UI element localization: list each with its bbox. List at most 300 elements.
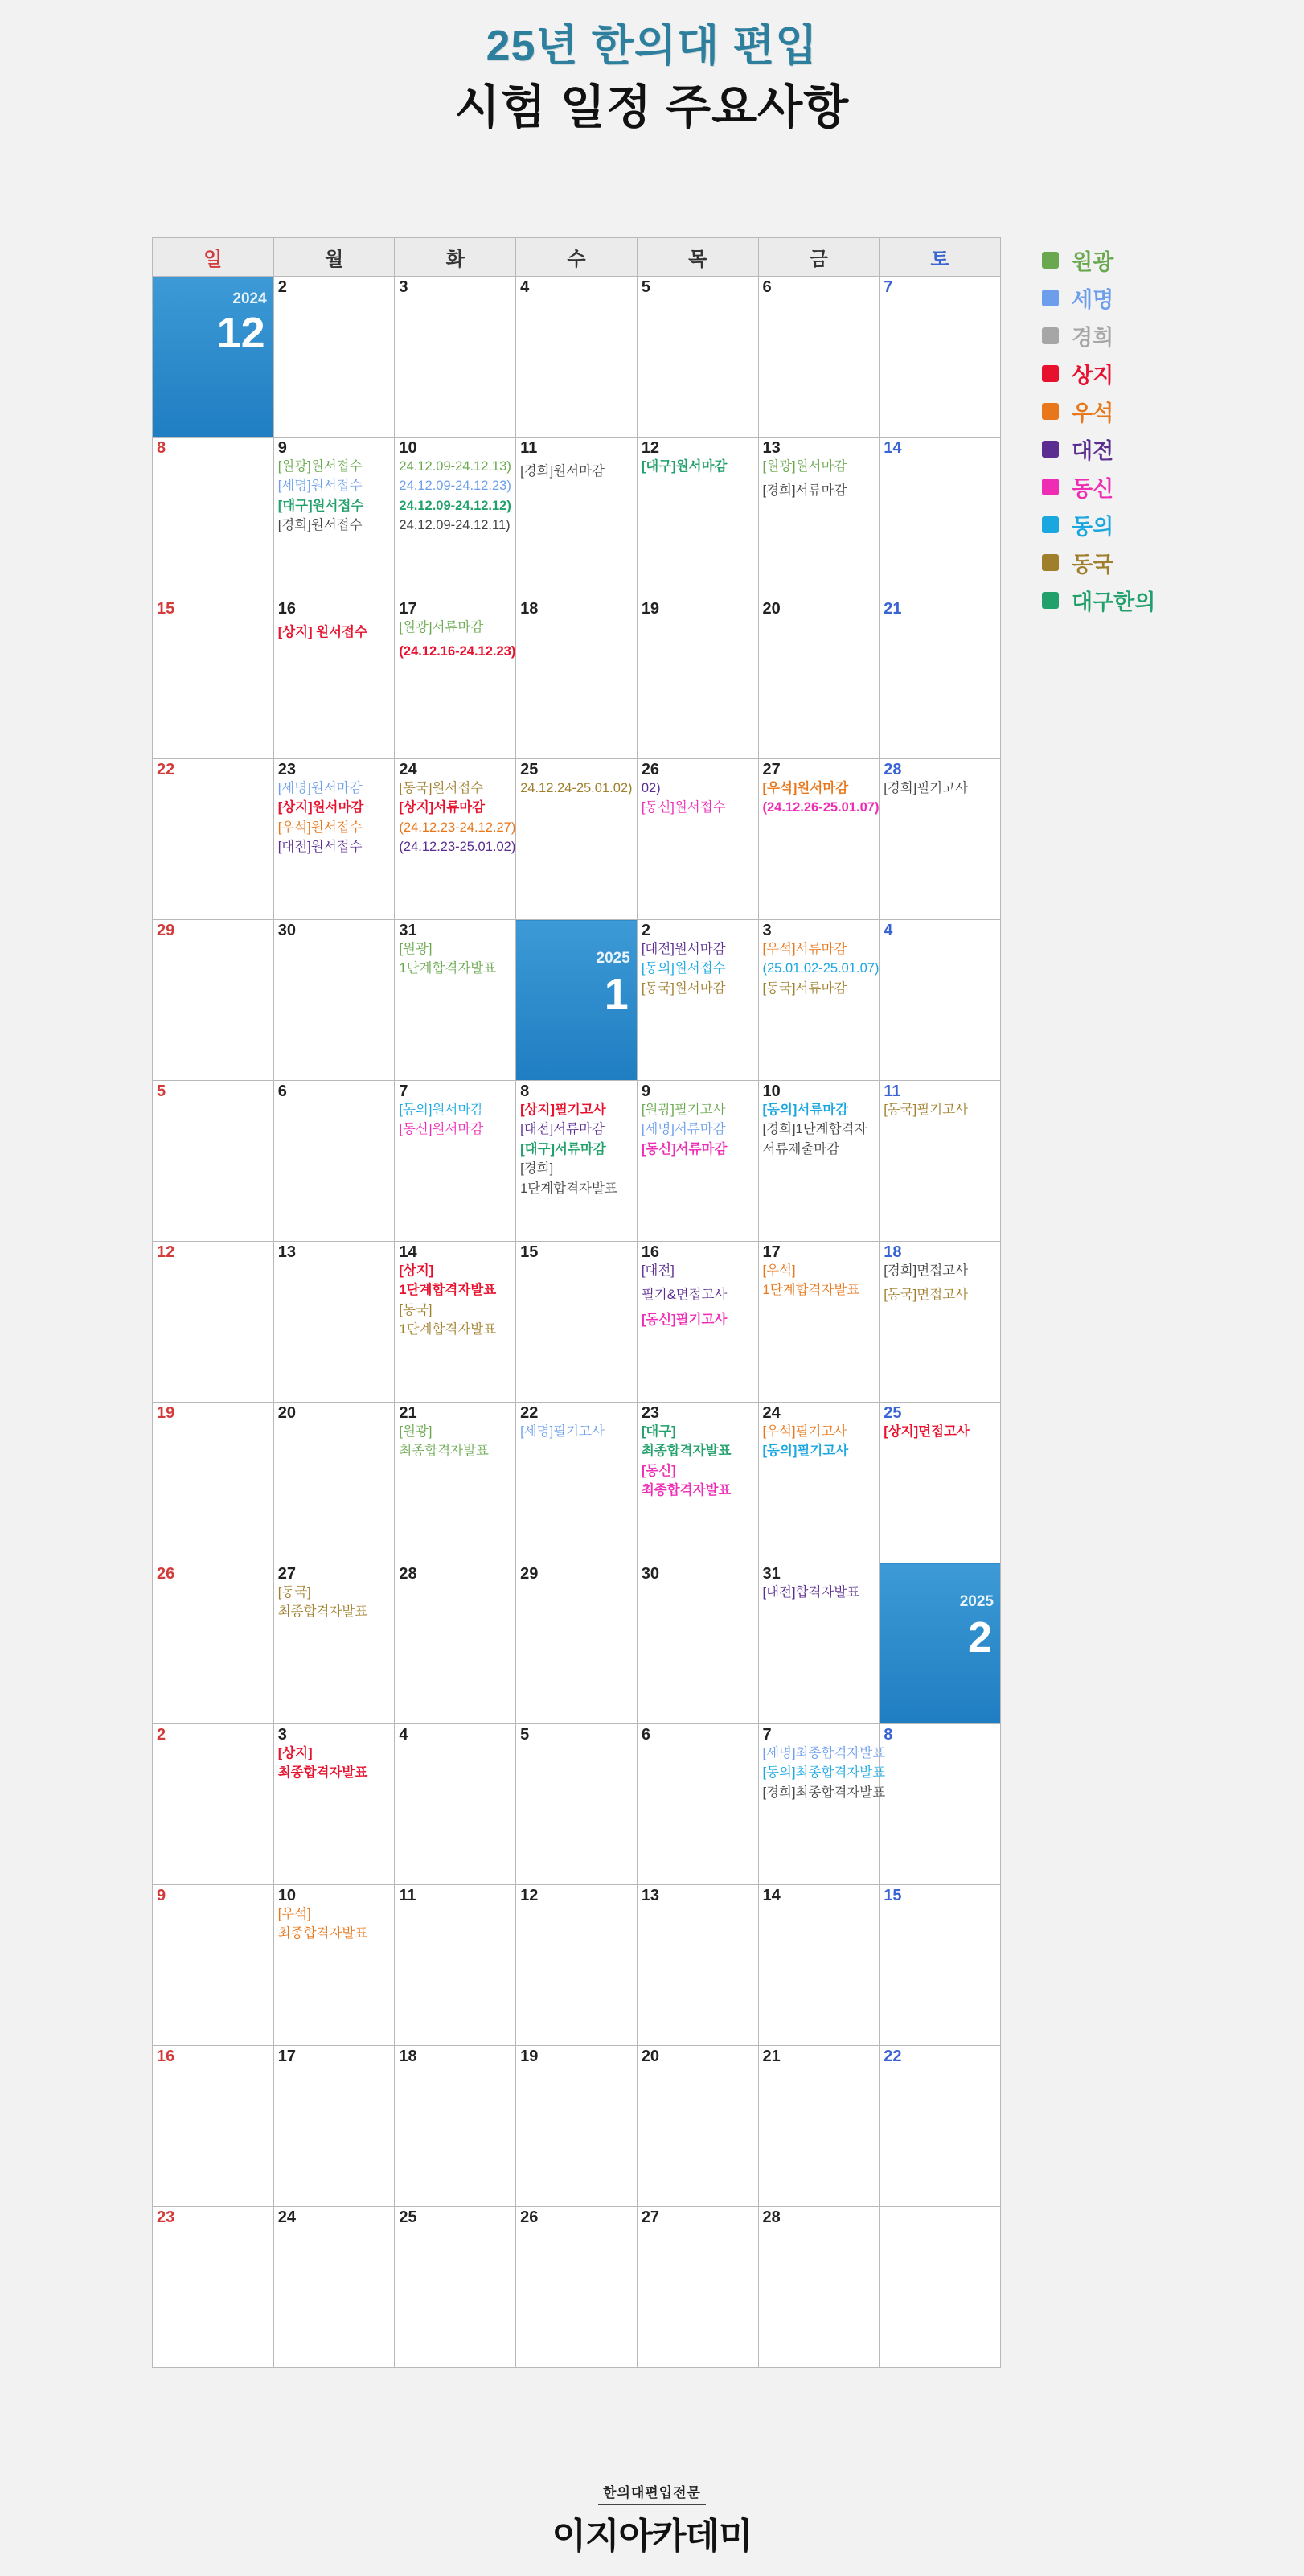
calendar-weekday-header	[153, 238, 1001, 277]
month-badge-number: 12	[216, 309, 265, 357]
day-number: 10	[762, 1083, 781, 1100]
calendar-day-cell[interactable]	[153, 1724, 274, 1885]
calendar-day-cell[interactable]	[153, 1242, 274, 1403]
day-number: 18	[399, 2048, 417, 2065]
month-badge-number: 2	[967, 1613, 992, 1662]
day-number: 15	[520, 1243, 539, 1261]
day-number: 14	[762, 1887, 781, 1904]
day-number: 19	[520, 2048, 539, 2065]
calendar-week-row	[153, 1403, 1001, 1563]
weekday-header-수: 수	[516, 238, 638, 277]
calendar-day-cell[interactable]	[153, 1563, 274, 1724]
day-event: [대구]원서접수	[277, 498, 364, 513]
legend-label: 대전	[1072, 439, 1114, 463]
calendar-day-cell[interactable]	[758, 920, 880, 1081]
day-number: 22	[884, 2048, 902, 2065]
calendar-day-cell[interactable]	[153, 438, 274, 598]
day-number: 21	[884, 600, 902, 618]
day-event: [동국]필기고사	[884, 1103, 969, 1117]
day-event: [상지] 원서접수	[277, 625, 367, 639]
day-number: 21	[762, 2048, 781, 2065]
day-number: 23	[157, 2208, 175, 2226]
calendar-day-cell[interactable]	[273, 1885, 395, 2046]
day-number: 29	[520, 1565, 539, 1583]
legend-color-swatch	[1042, 327, 1059, 344]
calendar-day-cell[interactable]	[637, 1885, 758, 2046]
legend-item-동국	[1042, 544, 1243, 581]
day-number: 28	[884, 761, 902, 779]
day-event: 최종합격자발표	[277, 1604, 368, 1620]
day-event: [원광]	[399, 942, 433, 956]
day-number: 18	[520, 600, 539, 618]
day-number: 3	[762, 922, 772, 939]
day-number: 3	[277, 1726, 287, 1744]
calendar-week-row	[153, 920, 1001, 1081]
day-number: 28	[762, 2208, 781, 2226]
legend-color-swatch	[1042, 252, 1059, 269]
day-number: 13	[762, 439, 781, 457]
day-number: 10	[399, 439, 417, 457]
calendar-day-cell[interactable]	[153, 1081, 274, 1242]
day-event: [동국]서류마감	[762, 980, 847, 996]
weekday-header-화: 화	[395, 238, 516, 277]
day-event: (24.12.26-25.01.07)	[762, 800, 880, 816]
calendar-body	[153, 277, 1001, 2368]
day-event: 1단계합격자발표	[399, 1322, 497, 1337]
legend-item-경희	[1042, 317, 1243, 355]
day-number: 3	[399, 278, 408, 296]
calendar-day-cell[interactable]	[637, 1242, 758, 1403]
day-event: 24.12.09-24.12.23)	[399, 479, 511, 494]
day-event: [동의]필기고사	[762, 1444, 849, 1459]
calendar-day-cell[interactable]	[516, 277, 638, 438]
calendar-day-cell[interactable]	[153, 2207, 274, 2368]
calendar-day-cell[interactable]	[273, 598, 395, 759]
calendar-day-cell[interactable]	[273, 1403, 395, 1563]
day-number: 11	[884, 1083, 901, 1100]
calendar-day-cell[interactable]	[637, 1563, 758, 1724]
day-event: 24.12.24-25.01.02)	[520, 781, 633, 795]
footer-logo	[0, 2481, 1304, 2558]
day-event: 최종합격자발표	[641, 1483, 732, 1498]
day-event: [우석]	[762, 1263, 796, 1278]
day-event: 24.12.09-24.12.13)	[399, 459, 511, 474]
calendar-day-cell[interactable]	[273, 920, 395, 1081]
calendar-week-row	[153, 438, 1001, 598]
day-number: 25	[399, 2208, 417, 2226]
day-number: 2	[641, 922, 650, 939]
day-number: 12	[520, 1887, 539, 1904]
calendar-week-row	[153, 1724, 1001, 1885]
calendar-day-cell[interactable]	[395, 1724, 516, 1885]
legend-color-swatch	[1042, 516, 1059, 533]
day-number: 6	[277, 1083, 287, 1100]
day-event: [동의]최종합격자발표	[762, 1765, 886, 1781]
calendar-day-cell[interactable]	[395, 2207, 516, 2368]
day-number: 26	[641, 761, 660, 779]
day-number: 4	[520, 278, 530, 296]
day-number: 13	[277, 1243, 296, 1261]
month-badge-year: 2025	[959, 1593, 994, 1610]
legend-item-동신	[1042, 468, 1243, 506]
legend-label: 원광	[1072, 250, 1114, 274]
day-number: 23	[277, 761, 296, 779]
day-number: 6	[762, 278, 772, 296]
calendar-day-cell[interactable]	[516, 1563, 638, 1724]
calendar-day-cell[interactable]	[516, 1403, 638, 1563]
day-event: [동국]원서마감	[641, 980, 726, 996]
calendar-day-cell[interactable]	[880, 1081, 1001, 1242]
day-number: 18	[884, 1243, 902, 1261]
footer-subtitle: 한의대편입전문	[598, 2481, 706, 2505]
calendar-day-cell[interactable]	[395, 1403, 516, 1563]
day-number: 9	[277, 439, 287, 457]
day-number: 22	[157, 761, 175, 779]
calendar-day-cell[interactable]	[395, 920, 516, 1081]
day-number: 23	[641, 1404, 660, 1422]
day-event: [세명]최종합격자발표	[762, 1746, 886, 1760]
calendar-day-cell[interactable]	[395, 438, 516, 598]
calendar-day-cell[interactable]	[395, 759, 516, 920]
legend-color-swatch	[1042, 554, 1059, 571]
day-event: 24.12.09-24.12.11)	[399, 518, 511, 533]
calendar-day-cell[interactable]	[153, 920, 274, 1081]
calendar-day-cell[interactable]	[758, 1081, 880, 1242]
day-number: 4	[884, 922, 893, 939]
day-number: 5	[157, 1083, 166, 1100]
month-badge-cell[interactable]	[516, 920, 638, 1081]
day-number: 30	[641, 1565, 660, 1583]
month-badge-cell[interactable]	[880, 1563, 1001, 1724]
day-number: 16	[641, 1243, 660, 1261]
legend-color-swatch	[1042, 403, 1059, 420]
day-number: 24	[762, 1404, 781, 1422]
day-number: 13	[641, 1887, 660, 1904]
day-event: [경희]서류마감	[762, 483, 847, 499]
day-event: 1단계합격자발표	[520, 1181, 617, 1196]
day-event: (24.12.23-24.12.27)	[399, 820, 516, 835]
weekday-header-월: 월	[273, 238, 395, 277]
calendar-week-row	[153, 1885, 1001, 2046]
day-event: [세명]필기고사	[520, 1424, 605, 1439]
day-number: 14	[399, 1243, 417, 1261]
day-event: 1단계합격자발표	[762, 1283, 860, 1298]
day-event: 필기&면접고사	[641, 1288, 728, 1303]
calendar-week-row	[153, 1081, 1001, 1242]
calendar-day-cell[interactable]	[516, 2207, 638, 2368]
month-badge-year: 2025	[596, 950, 630, 967]
day-number: 2	[157, 1726, 166, 1744]
month-badge-cell[interactable]	[153, 277, 274, 438]
calendar-day-cell[interactable]	[880, 1242, 1001, 1403]
day-event: [상지]면접고사	[884, 1424, 970, 1439]
day-event: [동신]서류마감	[641, 1141, 728, 1157]
calendar-day-cell[interactable]	[880, 1403, 1001, 1563]
calendar-day-cell[interactable]	[516, 1885, 638, 2046]
day-number: 27	[277, 1565, 296, 1583]
day-event: [대전]서류마감	[520, 1122, 605, 1137]
day-event: 최종합격자발표	[277, 1926, 368, 1941]
calendar-week-row	[153, 1242, 1001, 1403]
day-number: 26	[520, 2208, 539, 2226]
day-number: 25	[884, 1404, 902, 1422]
calendar-day-cell[interactable]	[153, 759, 274, 920]
legend-color-swatch	[1042, 290, 1059, 306]
legend-color-swatch	[1042, 441, 1059, 458]
calendar-day-cell[interactable]	[273, 438, 395, 598]
calendar-day-cell[interactable]	[153, 1403, 274, 1563]
calendar-day-cell[interactable]	[153, 598, 274, 759]
day-number: 5	[520, 1726, 530, 1744]
calendar-day-cell[interactable]	[516, 1242, 638, 1403]
day-number: 17	[399, 600, 417, 618]
day-event: [상지]서류마감	[399, 800, 486, 816]
calendar-day-cell[interactable]	[880, 438, 1001, 598]
calendar-day-cell[interactable]	[758, 1885, 880, 2046]
calendar-day-cell[interactable]	[273, 2046, 395, 2207]
calendar-day-cell[interactable]	[637, 920, 758, 1081]
day-event: [상지]필기고사	[520, 1103, 606, 1117]
day-number: 28	[399, 1565, 417, 1583]
calendar-day-cell[interactable]	[395, 1885, 516, 2046]
legend-item-대전	[1042, 430, 1243, 468]
day-event: 1단계합격자발표	[399, 1283, 497, 1298]
day-number: 8	[520, 1083, 530, 1100]
legend-item-우석	[1042, 392, 1243, 430]
calendar-day-cell[interactable]	[880, 1885, 1001, 2046]
day-number: 27	[762, 761, 781, 779]
day-number: 7	[399, 1083, 408, 1100]
calendar-day-cell[interactable]	[395, 1081, 516, 1242]
calendar-day-cell[interactable]	[758, 759, 880, 920]
calendar-day-cell[interactable]	[637, 1403, 758, 1563]
calendar-day-cell[interactable]	[273, 1724, 395, 1885]
calendar-day-cell[interactable]	[758, 598, 880, 759]
day-event: [동국]	[399, 1302, 433, 1317]
day-number: 8	[157, 439, 166, 457]
day-number: 12	[157, 1243, 175, 1261]
legend-label: 우석	[1072, 401, 1114, 425]
legend-label: 경희	[1072, 326, 1114, 350]
day-event: [경희]필기고사	[884, 781, 969, 795]
calendar-week-row	[153, 1563, 1001, 1724]
day-event: [대전]합격자발표	[762, 1585, 860, 1600]
weekday-header-토: 토	[880, 238, 1001, 277]
legend-item-세명	[1042, 279, 1243, 317]
calendar-week-row	[153, 598, 1001, 759]
day-number: 17	[277, 2048, 296, 2065]
day-event: [원광]서류마감	[399, 620, 484, 635]
calendar-day-cell[interactable]	[637, 1724, 758, 1885]
day-event: [대전]원서마감	[641, 942, 726, 956]
calendar-board	[152, 237, 1001, 2368]
day-number: 29	[157, 922, 175, 939]
legend-label: 동국	[1072, 553, 1114, 577]
calendar-day-cell[interactable]	[880, 920, 1001, 1081]
calendar-week-row	[153, 277, 1001, 438]
calendar-day-cell[interactable]	[880, 598, 1001, 759]
weekday-header-일: 일	[153, 238, 274, 277]
day-number: 30	[277, 922, 296, 939]
day-event: [우석]원서마감	[762, 781, 849, 795]
day-number: 9	[157, 1887, 166, 1904]
day-number: 6	[641, 1726, 650, 1744]
day-number: 11	[520, 439, 538, 457]
calendar-week-row	[153, 2207, 1001, 2368]
day-event: [동신]필기고사	[641, 1312, 728, 1327]
calendar-week-row	[153, 759, 1001, 920]
footer-brand: 이지아카데미	[552, 2516, 752, 2556]
day-number: 9	[641, 1083, 650, 1100]
day-event: 서류제출마감	[762, 1141, 840, 1157]
calendar-day-cell[interactable]	[516, 1724, 638, 1885]
day-number: 20	[762, 600, 781, 618]
day-event: [동신]원서마감	[399, 1122, 484, 1137]
calendar-day-cell[interactable]	[395, 598, 516, 759]
day-event: [우석]서류마감	[762, 942, 847, 956]
title-line-1: 25년 한의대 편입	[486, 22, 818, 70]
day-number: 5	[641, 278, 650, 296]
day-event: [우석]필기고사	[762, 1424, 847, 1439]
calendar-day-cell[interactable]	[637, 1081, 758, 1242]
day-event: [상지]원서마감	[277, 800, 364, 816]
day-event: [세명]원서마감	[277, 781, 363, 795]
legend-item-원광	[1042, 241, 1243, 279]
day-event: [경희]	[520, 1161, 554, 1177]
legend-item-대구한의	[1042, 581, 1243, 619]
day-number: 10	[277, 1887, 296, 1904]
calendar-day-cell[interactable]	[880, 1724, 1001, 1885]
day-event: [세명]원서접수	[277, 479, 363, 494]
day-number: 7	[762, 1726, 772, 1744]
day-number: 2	[277, 278, 287, 296]
legend-label: 상지	[1072, 364, 1114, 388]
day-number: 31	[399, 922, 417, 939]
calendar-day-cell[interactable]	[516, 1081, 638, 1242]
calendar-day-cell[interactable]	[637, 438, 758, 598]
month-badge-number: 1	[604, 970, 629, 1018]
calendar-day-cell[interactable]	[880, 2046, 1001, 2207]
calendar-day-cell[interactable]	[880, 2207, 1001, 2368]
day-number: 20	[277, 1404, 296, 1422]
day-number: 20	[641, 2048, 660, 2065]
day-event: [우석]원서접수	[277, 820, 363, 835]
calendar-day-cell[interactable]	[395, 2046, 516, 2207]
day-event: [상지]	[399, 1263, 434, 1278]
legend-label: 대구한의	[1072, 590, 1156, 614]
day-event: [경희]원서마감	[520, 464, 605, 479]
day-number: 26	[157, 1565, 175, 1583]
legend-color-swatch	[1042, 365, 1059, 382]
calendar-day-cell[interactable]	[880, 759, 1001, 920]
day-number: 21	[399, 1404, 417, 1422]
calendar-day-cell[interactable]	[516, 759, 638, 920]
calendar-day-cell[interactable]	[273, 2207, 395, 2368]
day-number: 17	[762, 1243, 781, 1261]
day-event: (24.12.16-24.12.23)	[399, 644, 516, 659]
day-number: 15	[157, 600, 175, 618]
calendar-day-cell[interactable]	[273, 1081, 395, 1242]
day-number: 15	[884, 1887, 902, 1904]
day-number: 11	[399, 1887, 416, 1904]
day-number: 24	[399, 761, 417, 779]
legend-item-상지	[1042, 355, 1243, 392]
day-number: 27	[641, 2208, 660, 2226]
weekday-header-금: 금	[758, 238, 880, 277]
day-event: [대구]서류마감	[520, 1141, 606, 1157]
calendar-table	[152, 237, 1001, 2368]
calendar-day-cell[interactable]	[153, 2046, 274, 2207]
legend-label: 동신	[1072, 477, 1114, 501]
calendar-day-cell[interactable]	[758, 1724, 886, 1885]
calendar-day-cell[interactable]	[758, 1403, 880, 1563]
calendar-day-cell[interactable]	[395, 277, 516, 438]
calendar-day-cell[interactable]	[273, 759, 395, 920]
day-event: [대전]	[641, 1263, 675, 1278]
calendar-day-cell[interactable]	[516, 2046, 638, 2207]
day-event: [경희]원서접수	[277, 518, 363, 533]
day-event: [동의]서류마감	[762, 1103, 849, 1117]
legend-label: 동의	[1072, 515, 1114, 539]
day-event: [동의]원서접수	[641, 961, 726, 976]
day-number: 16	[157, 2048, 175, 2065]
calendar-day-cell[interactable]	[516, 438, 638, 598]
calendar-day-cell[interactable]	[758, 277, 880, 438]
day-number: 12	[641, 439, 660, 457]
calendar-day-cell[interactable]	[395, 1242, 516, 1403]
day-event: 최종합격자발표	[641, 1444, 732, 1459]
calendar-day-cell[interactable]	[637, 598, 758, 759]
calendar-day-cell[interactable]	[516, 598, 638, 759]
day-number: 4	[399, 1726, 408, 1744]
calendar-day-cell[interactable]	[273, 1563, 395, 1724]
day-event: [경희]면접고사	[884, 1263, 969, 1278]
day-event: [경희]최종합격자발표	[762, 1785, 886, 1800]
calendar-day-cell[interactable]	[273, 1242, 395, 1403]
day-event: [우석]	[277, 1907, 311, 1921]
day-number: 19	[641, 600, 660, 618]
calendar-day-cell[interactable]	[637, 759, 758, 920]
legend-color-swatch	[1042, 479, 1059, 495]
day-event: [동신]원서접수	[641, 800, 726, 816]
calendar-day-cell[interactable]	[758, 1242, 880, 1403]
calendar-day-cell[interactable]	[758, 1563, 880, 1724]
calendar-day-cell[interactable]	[637, 2207, 758, 2368]
day-event: [동국]원서접수	[399, 781, 484, 795]
calendar-day-cell[interactable]	[153, 1885, 274, 2046]
calendar-day-cell[interactable]	[395, 1563, 516, 1724]
day-event: [상지]	[277, 1746, 313, 1760]
day-event: (24.12.23-25.01.02)	[399, 840, 516, 855]
day-number: 7	[884, 278, 893, 296]
day-event: [경희]1단계합격자	[762, 1122, 867, 1137]
calendar-day-cell[interactable]	[637, 2046, 758, 2207]
legend-label: 세명	[1072, 288, 1114, 312]
calendar-day-cell[interactable]	[758, 2046, 880, 2207]
day-event: 최종합격자발표	[399, 1444, 489, 1459]
calendar-day-cell[interactable]	[880, 277, 1001, 438]
calendar-day-cell[interactable]	[273, 277, 395, 438]
calendar-day-cell[interactable]	[758, 2207, 880, 2368]
calendar-day-cell[interactable]	[758, 438, 880, 598]
day-event: [원광]	[399, 1424, 433, 1439]
page-title	[0, 0, 1304, 138]
calendar-day-cell[interactable]	[637, 277, 758, 438]
weekday-header-목: 목	[637, 238, 758, 277]
day-number: 16	[277, 600, 296, 618]
day-event: [대전]원서접수	[277, 840, 363, 855]
day-event: [동국]	[277, 1585, 311, 1600]
